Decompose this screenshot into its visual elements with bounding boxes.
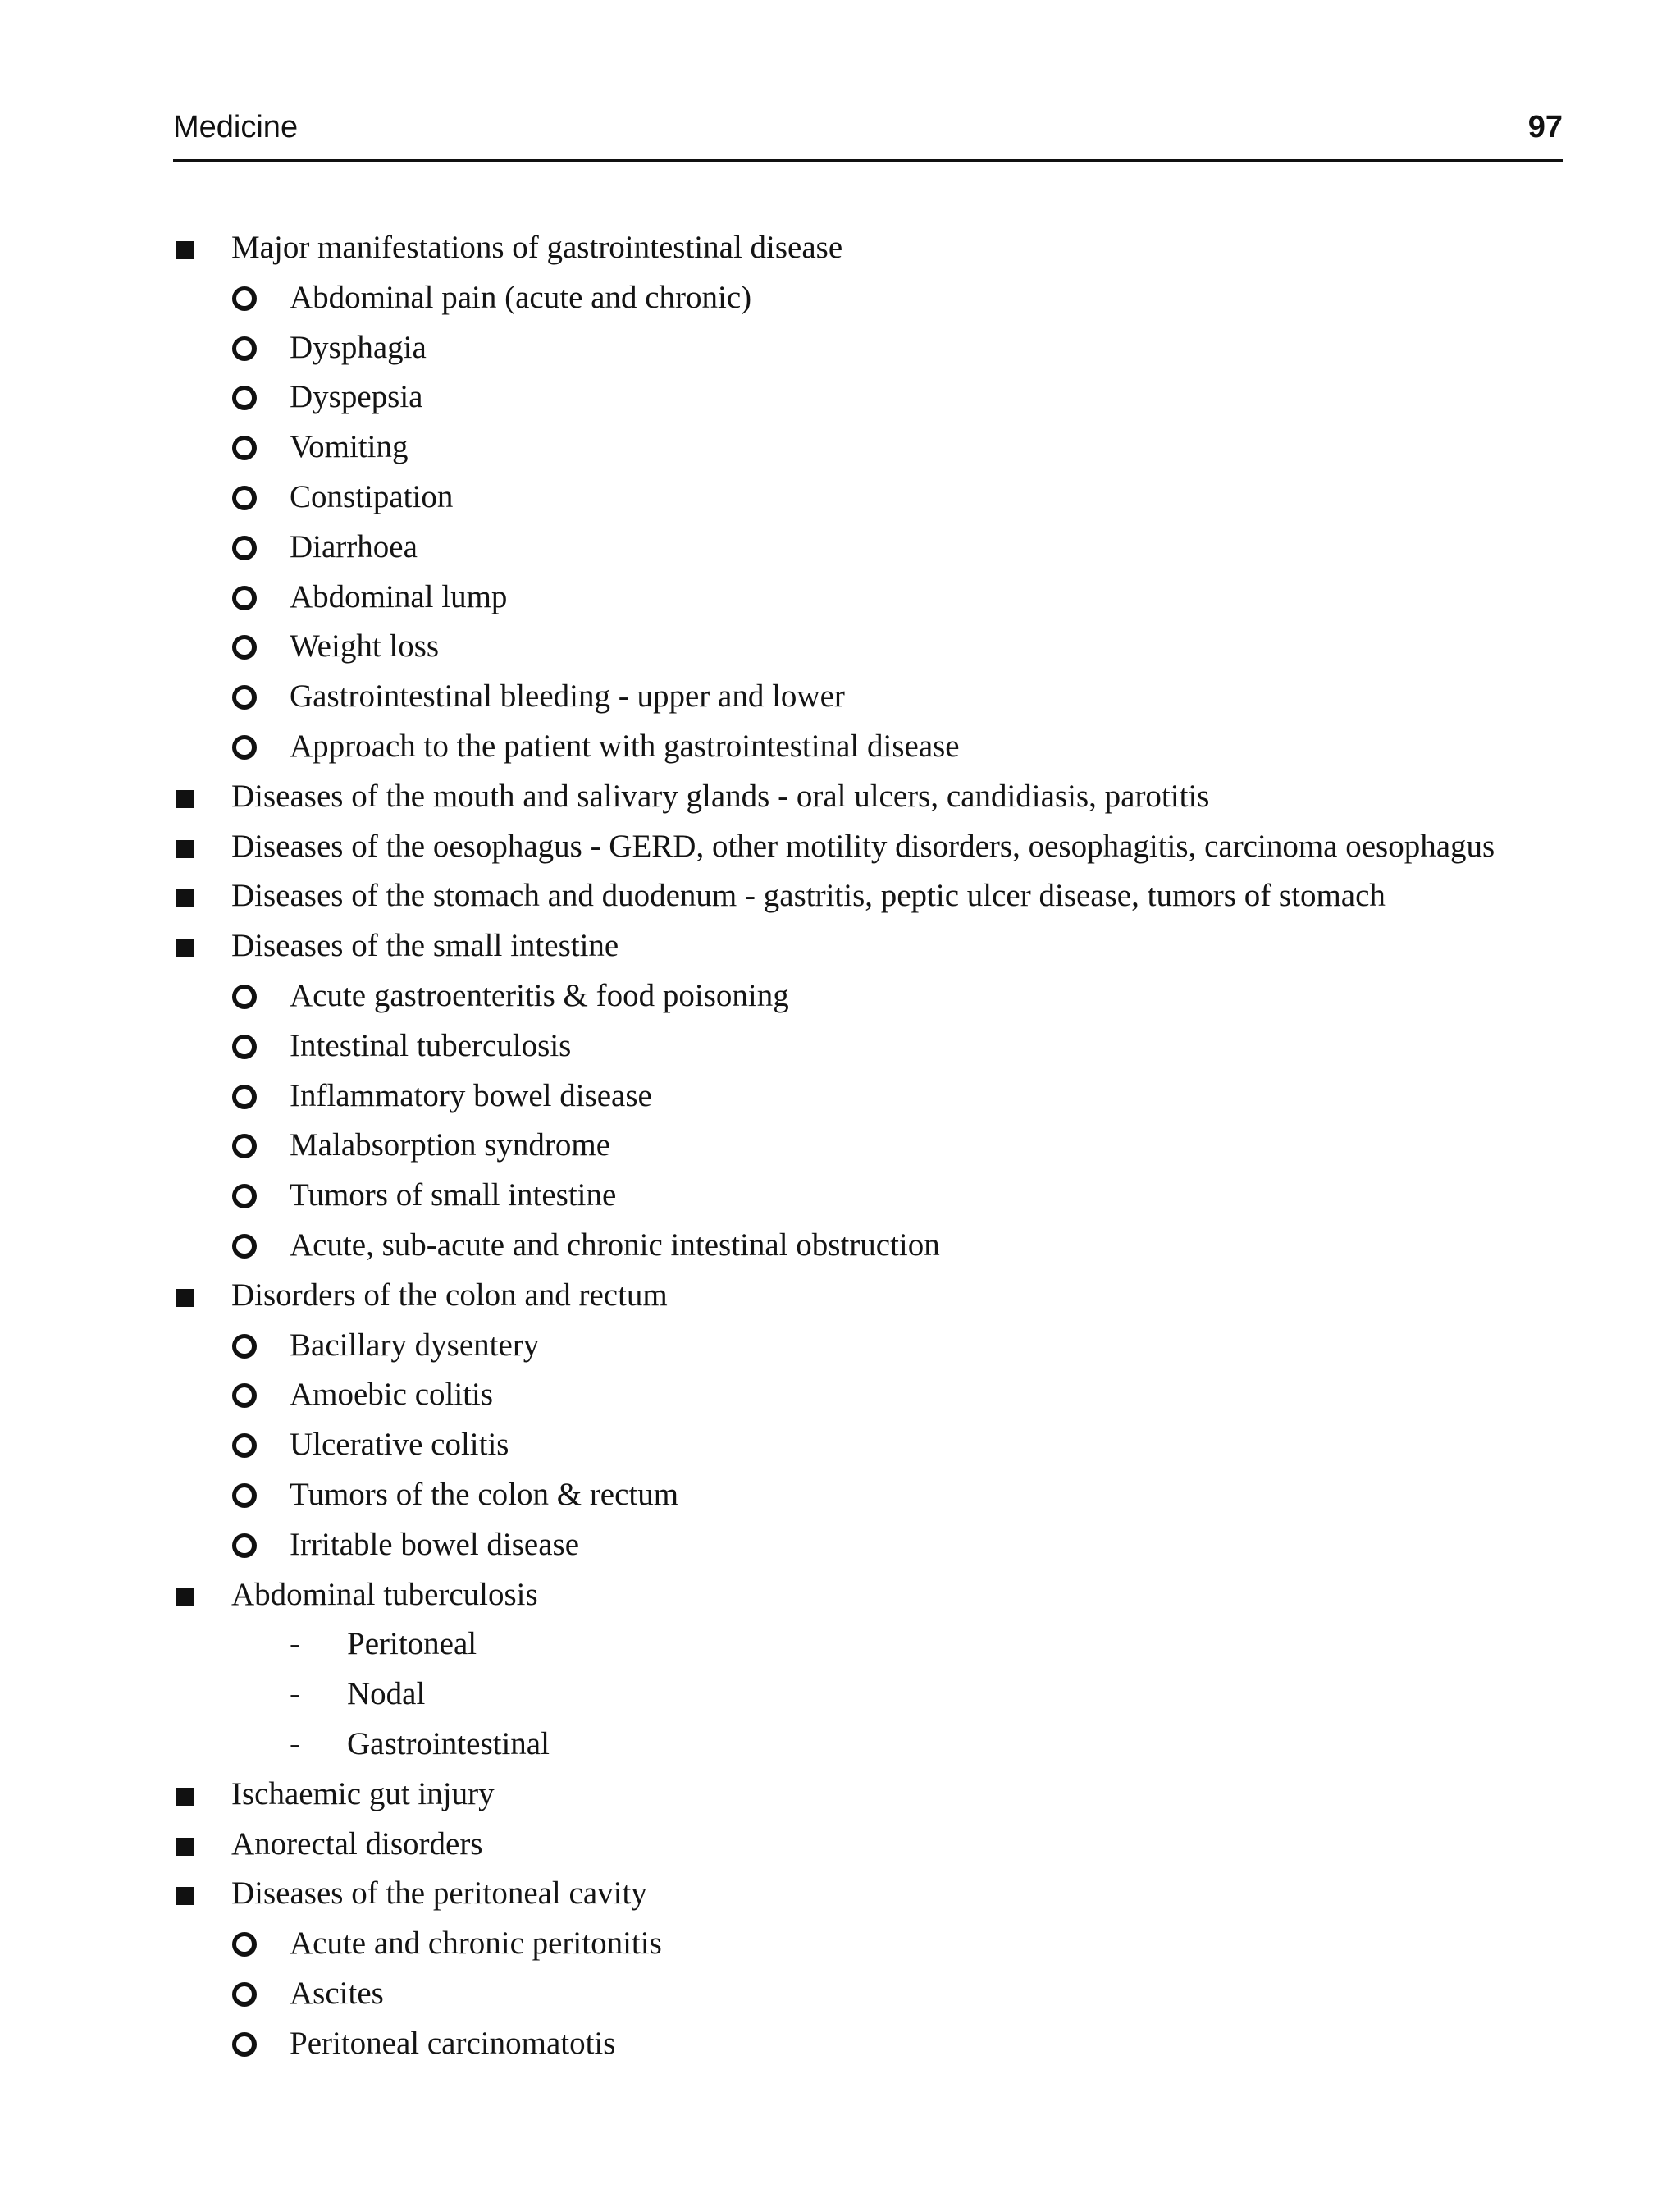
page-number: 97 [1527,110,1563,144]
outline-subitem [0,323,1680,373]
hollow-circle-bullet-icon [232,1932,257,1957]
square-bullet-icon [176,1788,194,1806]
outline-heading-item [0,921,1680,971]
outline-item-text: Disorders of the colon and rectum [231,1277,668,1313]
hollow-circle-bullet-icon [232,635,257,660]
header-rule [173,159,1563,162]
outline-item-text: Ascites [290,1975,384,2011]
hollow-circle-bullet-icon [232,1383,257,1408]
outline-item-text: Vomiting [290,429,409,465]
hollow-circle-bullet-icon [232,1085,257,1109]
outline-subitem [0,1420,1680,1470]
outline-subitem [0,423,1680,473]
outline-subitem [0,372,1680,423]
outline-item-text: Intestinal tuberculosis [290,1027,572,1063]
topic-outline [0,223,1680,2068]
outline-subitem [0,1071,1680,1122]
outline-item-text: Approach to the patient with gastrointestinal disease [290,728,960,764]
square-bullet-icon [176,1838,194,1856]
hollow-circle-bullet-icon [232,1982,257,2007]
hollow-circle-bullet-icon [232,1483,257,1508]
hollow-circle-bullet-icon [232,1433,257,1458]
outline-item-text: Major manifestations of gastrointestinal disease [231,230,843,265]
outline-subsubitem [0,1720,1680,1770]
outline-item-text: Abdominal pain (acute and chronic) [290,279,752,315]
outline-item-text: Malabsorption syndrome [290,1127,611,1163]
outline-item-text: Amoebic colitis [290,1377,494,1413]
hollow-circle-bullet-icon [232,1234,257,1259]
outline-heading-item [0,871,1680,921]
outline-subitem [0,1520,1680,1570]
outline-subitem [0,971,1680,1021]
outline-item-text: Acute, sub-acute and chronic intestinal obstruction [290,1227,940,1263]
outline-subsubitem [0,1620,1680,1670]
outline-item-text: Diseases of the oesophagus - GERD, other motility disorders, oesophagitis, carcinoma oesophagus [231,828,1495,864]
hollow-circle-bullet-icon [232,1533,257,1558]
hollow-circle-bullet-icon [232,985,257,1009]
hollow-circle-bullet-icon [232,436,257,460]
outline-item-text: Bacillary dysentery [290,1327,540,1363]
outline-subitem [0,1919,1680,1969]
outline-item-text: Anorectal disorders [231,1825,483,1862]
dash-bullet: - [290,1725,300,1761]
outline-item-text: Diseases of the small intestine [231,928,619,964]
square-bullet-icon [176,241,194,259]
outline-subitem [0,473,1680,523]
outline-subitem [0,1171,1680,1221]
outline-item-text: Constipation [290,478,454,514]
square-bullet-icon [176,1289,194,1307]
outline-item-text: Irritable bowel disease [290,1526,580,1562]
hollow-circle-bullet-icon [232,336,257,361]
square-bullet-icon [176,840,194,858]
hollow-circle-bullet-icon [232,486,257,510]
running-header-title: Medicine [173,110,299,144]
outline-subitem [0,2019,1680,2069]
outline-item-text: Peritoneal [347,1626,477,1662]
outline-item-text: Weight loss [290,628,440,665]
outline-subitem [0,523,1680,573]
square-bullet-icon [176,939,194,957]
outline-item-text: Nodal [347,1676,426,1712]
outline-item-text: Ischaemic gut injury [231,1775,495,1811]
outline-heading-item [0,772,1680,822]
outline-subitem [0,573,1680,623]
hollow-circle-bullet-icon [232,1035,257,1059]
hollow-circle-bullet-icon [232,1184,257,1208]
outline-item-text: Diseases of the mouth and salivary glands - oral ulcers, candidiasis, parotitis [231,778,1210,814]
outline-subitem [0,1221,1680,1271]
outline-heading-item [0,1271,1680,1321]
outline-item-text: Acute gastroenteritis & food poisoning [290,977,789,1013]
outline-item-text: Diarrhoea [290,528,418,564]
outline-subsubitem [0,1670,1680,1720]
outline-heading-item [0,223,1680,273]
running-header [173,105,1563,151]
square-bullet-icon [176,1588,194,1606]
outline-subitem [0,273,1680,323]
outline-subitem [0,622,1680,672]
hollow-circle-bullet-icon [232,286,257,311]
outline-item-text: Tumors of small intestine [290,1177,617,1213]
outline-subitem [0,1370,1680,1420]
hollow-circle-bullet-icon [232,1134,257,1158]
hollow-circle-bullet-icon [232,735,257,760]
outline-item-text: Inflammatory bowel disease [290,1077,652,1113]
dash-bullet: - [290,1676,300,1712]
outline-subitem [0,1121,1680,1171]
outline-item-text: Dyspepsia [290,379,423,415]
outline-item-text: Gastrointestinal bleeding - upper and lower [290,678,845,715]
square-bullet-icon [176,889,194,907]
hollow-circle-bullet-icon [232,2032,257,2057]
outline-subitem [0,1321,1680,1371]
outline-item-text: Peritoneal carcinomatotis [290,2025,616,2061]
square-bullet-icon [176,1887,194,1905]
outline-heading-item [0,1570,1680,1620]
square-bullet-icon [176,790,194,808]
hollow-circle-bullet-icon [232,386,257,410]
hollow-circle-bullet-icon [232,586,257,610]
hollow-circle-bullet-icon [232,536,257,560]
outline-subitem [0,672,1680,722]
outline-subitem [0,1969,1680,2019]
outline-heading-item [0,1820,1680,1870]
outline-heading-item [0,1770,1680,1820]
outline-subitem [0,1021,1680,1071]
outline-subitem [0,1470,1680,1520]
outline-item-text: Ulcerative colitis [290,1427,509,1463]
outline-item-text: Diseases of the stomach and duodenum - gastritis, peptic ulcer disease, tumors of stomach [231,878,1386,914]
dash-bullet: - [290,1626,300,1662]
outline-heading-item [0,1869,1680,1919]
outline-subitem [0,722,1680,772]
outline-item-text: Abdominal tuberculosis [231,1576,538,1612]
outline-heading-item [0,822,1680,872]
outline-item-text: Abdominal lump [290,578,508,614]
outline-item-text: Dysphagia [290,329,427,365]
outline-item-text: Gastrointestinal [347,1725,550,1761]
hollow-circle-bullet-icon [232,1334,257,1359]
hollow-circle-bullet-icon [232,685,257,710]
outline-item-text: Acute and chronic peritonitis [290,1926,662,1962]
outline-item-text: Diseases of the peritoneal cavity [231,1875,647,1912]
outline-item-text: Tumors of the colon & rectum [290,1476,679,1512]
